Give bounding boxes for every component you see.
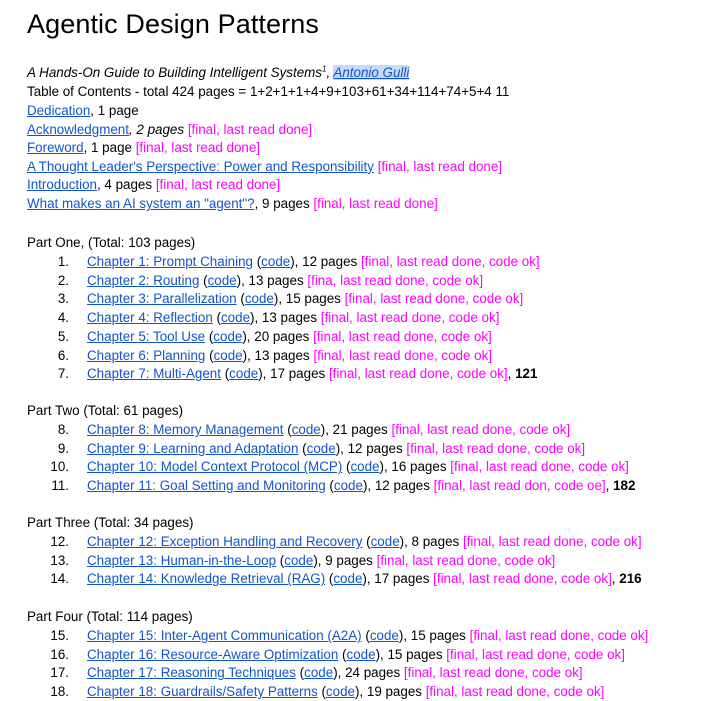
toc-summary: Table of Contents - total 424 pages = 1+2+1+1+4+9+103+61+34+114+74+5+4 11 <box>27 84 510 99</box>
code-link[interactable]: code <box>370 534 400 549</box>
chapter-link[interactable]: Chapter 15: Inter-Agent Communication (A2A) <box>87 628 362 643</box>
front-item <box>27 121 312 139</box>
code-link[interactable]: code <box>229 366 259 382</box>
chapter-pages: ), 17 pages <box>258 366 329 382</box>
chapter-item: 16. Chapter 16: Resource-Aware Optimization (code), 15 pages [final, last read done, code ok] <box>27 646 625 664</box>
code-link[interactable]: code <box>291 422 321 437</box>
chapter-link[interactable]: Chapter 6: Planning <box>87 347 206 363</box>
chapter-item: 8. Chapter 8: Memory Management (code), 21 pages [final, last read done, code ok] <box>27 421 570 439</box>
chapter-pages: ), 15 pages <box>375 646 447 662</box>
part-heading: Part One, (Total: 103 pages) <box>27 235 196 250</box>
front-item-pages: , 1 page <box>83 140 136 156</box>
status-tag: [final, last read done, code ok] <box>462 534 642 549</box>
chapter-item: 3. Chapter 3: Parallelization (code), 15 pages [final, last read done, code ok] <box>27 290 523 308</box>
chapter-pages: ), 13 pages <box>242 347 314 363</box>
front-item-pages: , 4 pages <box>96 177 156 193</box>
chapter-number: 13. <box>50 552 69 568</box>
chapter-pages: ), 16 pages <box>379 459 451 475</box>
chapter-number: 5. <box>57 328 69 344</box>
front-item <box>27 195 438 213</box>
chapter-pages: ), 8 pages <box>399 534 463 549</box>
chapter-item: 4. Chapter 4: Reflection (code), 13 pages [final, last read done, code ok] <box>27 309 499 327</box>
front-item <box>27 158 502 176</box>
front-item-pages: , 2 pages <box>128 121 185 137</box>
code-link[interactable]: code <box>369 628 399 643</box>
chapter-link[interactable]: Chapter 2: Routing <box>87 272 200 288</box>
front-item-link[interactable]: Dedication <box>27 103 91 118</box>
code-link[interactable]: code <box>350 459 380 475</box>
chapter-number: 9. <box>57 440 69 456</box>
chapter-link[interactable]: Chapter 11: Goal Setting and Monitoring <box>87 478 326 494</box>
chapter-pages: ), 9 pages <box>313 552 377 568</box>
cumulative-total: 216 <box>619 571 642 587</box>
chapter-pages: ), 12 pages <box>335 440 407 456</box>
chapter-item: 14. Chapter 14: Knowledge Retrieval (RAG) (code), 17 pages [final, last read done, code ok], 216 <box>27 570 642 588</box>
chapter-item: 7. Chapter 7: Multi-Agent (code), 17 pages [final, last read done, code ok], 121 <box>27 365 537 383</box>
code-link[interactable]: code <box>220 310 251 326</box>
front-item-pages: , 9 pages <box>254 196 314 211</box>
status-tag: [final, last read done, code ok] <box>328 366 508 382</box>
chapter-item: 17. Chapter 17: Reasoning Techniques (code), 24 pages [final, last read done, code ok] <box>27 664 583 682</box>
cumulative-total: 182 <box>613 478 636 494</box>
chapter-pages: ), 19 pages <box>354 684 426 700</box>
chapter-pages: ), 13 pages <box>236 272 308 288</box>
code-link[interactable]: code <box>284 552 314 568</box>
chapter-link[interactable]: Chapter 14: Knowledge Retrieval (RAG) <box>87 571 326 587</box>
chapter-item: 10. Chapter 10: Model Context Protocol (MCP) (code), 16 pages [final, last read done, code ok] <box>27 458 629 476</box>
chapter-number: 16. <box>50 646 69 662</box>
chapter-number: 1. <box>57 254 69 269</box>
chapter-link[interactable]: Chapter 10: Model Context Protocol (MCP) <box>87 459 343 475</box>
chapter-number: 10. <box>50 459 69 475</box>
status-tag: [final, last read done, code ok] <box>376 552 556 568</box>
chapter-pages: ), 12 pages <box>362 478 434 494</box>
cumulative-total: 121 <box>515 366 538 382</box>
code-link[interactable]: code <box>325 684 355 700</box>
doc-title: Agentic Design Patterns <box>27 9 319 39</box>
chapter-link[interactable]: Chapter 18: Guardrails/Safety Patterns <box>87 684 318 700</box>
front-item-link[interactable]: Acknowledgment <box>27 121 129 137</box>
chapter-number: 14. <box>50 571 69 587</box>
part-heading: Part Four (Total: 114 pages) <box>27 609 193 624</box>
chapter-item: 9. Chapter 9: Learning and Adaptation (code), 12 pages [final, last read done, code ok] <box>27 440 585 458</box>
chapter-number: 8. <box>57 422 69 437</box>
footnote-marker: 1 <box>322 64 327 74</box>
code-link[interactable]: code <box>346 646 376 662</box>
chapter-pages: ), 13 pages <box>250 310 321 326</box>
code-link[interactable]: code <box>213 347 243 363</box>
chapter-pages: ), 21 pages <box>320 422 392 437</box>
status-tag: [final, last read done, code ok] <box>403 665 583 681</box>
status-tag: [final, last read done] <box>135 140 261 156</box>
code-link[interactable]: code <box>213 328 243 344</box>
status-tag: [final, last read done, code ok] <box>433 571 612 587</box>
chapter-number: 17. <box>50 665 69 681</box>
chapter-link[interactable]: Chapter 17: Reasoning Techniques <box>87 665 296 681</box>
status-tag: [final, last read done] <box>155 177 281 193</box>
front-item <box>27 139 260 157</box>
chapter-number: 11. <box>51 478 69 494</box>
status-tag: [final, last read done, code ok] <box>391 422 571 437</box>
status-tag: [final, last read done] <box>313 196 438 211</box>
part-heading: Part Two (Total: 61 pages) <box>27 403 184 418</box>
subtitle: A Hands-On Guide to Building Intelligent Systems <box>27 65 322 80</box>
status-tag: [final, last read done, code ok] <box>313 328 492 344</box>
chapter-link[interactable]: Chapter 7: Multi-Agent <box>87 366 221 382</box>
front-item-link[interactable]: Foreword <box>27 140 84 156</box>
chapter-link[interactable]: Chapter 1: Prompt Chaining <box>87 254 253 269</box>
chapter-item: 15. Chapter 15: Inter-Agent Communication (A2A) (code), 15 pages [final, last read done, code ok] <box>27 627 648 645</box>
chapter-item: 2. Chapter 2: Routing (code), 13 pages [fina, last read done, code ok] <box>27 272 483 290</box>
code-link[interactable]: code <box>244 291 274 307</box>
chapter-link[interactable]: Chapter 13: Human-in-the-Loop <box>87 552 277 568</box>
chapter-item: 18. Chapter 18: Guardrails/Safety Patterns (code), 19 pages [final, last read done, code ok] <box>27 683 604 701</box>
status-tag: [fina, last read done, code ok] <box>307 272 484 288</box>
code-link[interactable]: code <box>261 254 291 269</box>
status-tag: [final, last read done, code ok] <box>446 646 625 662</box>
chapter-link[interactable]: Chapter 9: Learning and Adaptation <box>87 440 299 456</box>
status-tag: [final, last read done] <box>187 121 313 137</box>
status-tag: [final, last read don, code oe] <box>433 478 606 494</box>
status-tag: [final, last read done, code ok] <box>320 310 500 326</box>
chapter-item: 11. Chapter 11: Goal Setting and Monitoring (code), 12 pages [final, last read don, code oe], 182 <box>27 477 635 495</box>
front-item-link[interactable]: Introduction <box>27 177 97 193</box>
chapter-number: 2. <box>57 272 69 288</box>
chapter-number: 12. <box>50 534 69 549</box>
chapter-pages: ), 15 pages <box>398 628 470 643</box>
chapter-number: 3. <box>57 291 69 307</box>
chapter-number: 15. <box>50 628 69 643</box>
chapter-pages: ), 15 pages <box>273 291 345 307</box>
chapter-item: 6. Chapter 6: Planning (code), 13 pages [final, last read done, code ok] <box>27 347 492 365</box>
code-link[interactable]: code <box>333 571 363 587</box>
chapter-link[interactable]: Chapter 4: Reflection <box>87 310 213 326</box>
chapter-item: 5. Chapter 5: Tool Use (code), 20 pages [final, last read done, code ok] <box>27 328 492 346</box>
subtitle-line: A Hands-On Guide to Building Intelligent Systems$^1$, Antonio Gulli <box>27 64 410 80</box>
code-link[interactable]: code <box>306 440 336 456</box>
chapter-link[interactable]: Chapter 5: Tool Use <box>87 328 206 344</box>
chapter-link[interactable]: Chapter 16: Resource-Aware Optimization <box>87 646 339 662</box>
chapter-link[interactable]: Chapter 8: Memory Management <box>87 422 284 437</box>
front-item <box>27 176 280 194</box>
chapter-pages: ), 24 pages <box>333 665 404 681</box>
chapter-number: 18. <box>50 684 69 700</box>
code-link[interactable]: code <box>207 272 237 288</box>
status-tag: [final, last read done, code ok] <box>406 440 586 456</box>
chapter-pages: ), 20 pages <box>242 328 314 344</box>
front-item-link[interactable]: What makes an AI system an "agent"? <box>27 196 255 211</box>
chapter-link[interactable]: Chapter 12: Exception Handling and Recovery <box>87 534 363 549</box>
chapter-item: 12. Chapter 12: Exception Handling and Recovery (code), 8 pages [final, last read done, code ok] <box>27 533 642 551</box>
front-item <box>27 102 139 120</box>
status-tag: [final, last read done] <box>377 158 503 174</box>
status-tag: [final, last read done, code ok] <box>344 291 524 307</box>
status-tag: [final, last read done, code ok] <box>313 347 492 363</box>
code-link[interactable]: code <box>304 665 334 681</box>
status-tag: [final, last read done, code ok] <box>469 628 649 643</box>
status-tag: [final, last read done, code ok] <box>360 254 540 269</box>
part-heading: Part Three (Total: 34 pages) <box>27 515 194 530</box>
chapter-pages: ), 17 pages <box>362 571 434 587</box>
chapter-number: 4. <box>57 310 69 326</box>
front-item-link[interactable]: A Thought Leader's Perspective: Power and Responsibility <box>27 158 374 174</box>
chapter-number: 7. <box>57 366 69 382</box>
front-item-pages: , 1 page <box>90 103 139 118</box>
status-tag: [final, last read done, code ok] <box>450 459 629 475</box>
status-tag: [final, last read done, code ok] <box>425 684 605 700</box>
author-link[interactable]: Antonio Gulli <box>333 65 410 80</box>
chapter-pages: ), 12 pages <box>290 254 361 269</box>
chapter-link[interactable]: Chapter 3: Parallelization <box>87 291 237 307</box>
chapter-number: 6. <box>57 347 69 363</box>
chapter-item: 1. Chapter 1: Prompt Chaining (code), 12 pages [final, last read done, code ok] <box>27 253 540 271</box>
chapter-item: 13. Chapter 13: Human-in-the-Loop (code), 9 pages [final, last read done, code ok] <box>27 552 555 570</box>
code-link[interactable]: code <box>333 478 363 494</box>
